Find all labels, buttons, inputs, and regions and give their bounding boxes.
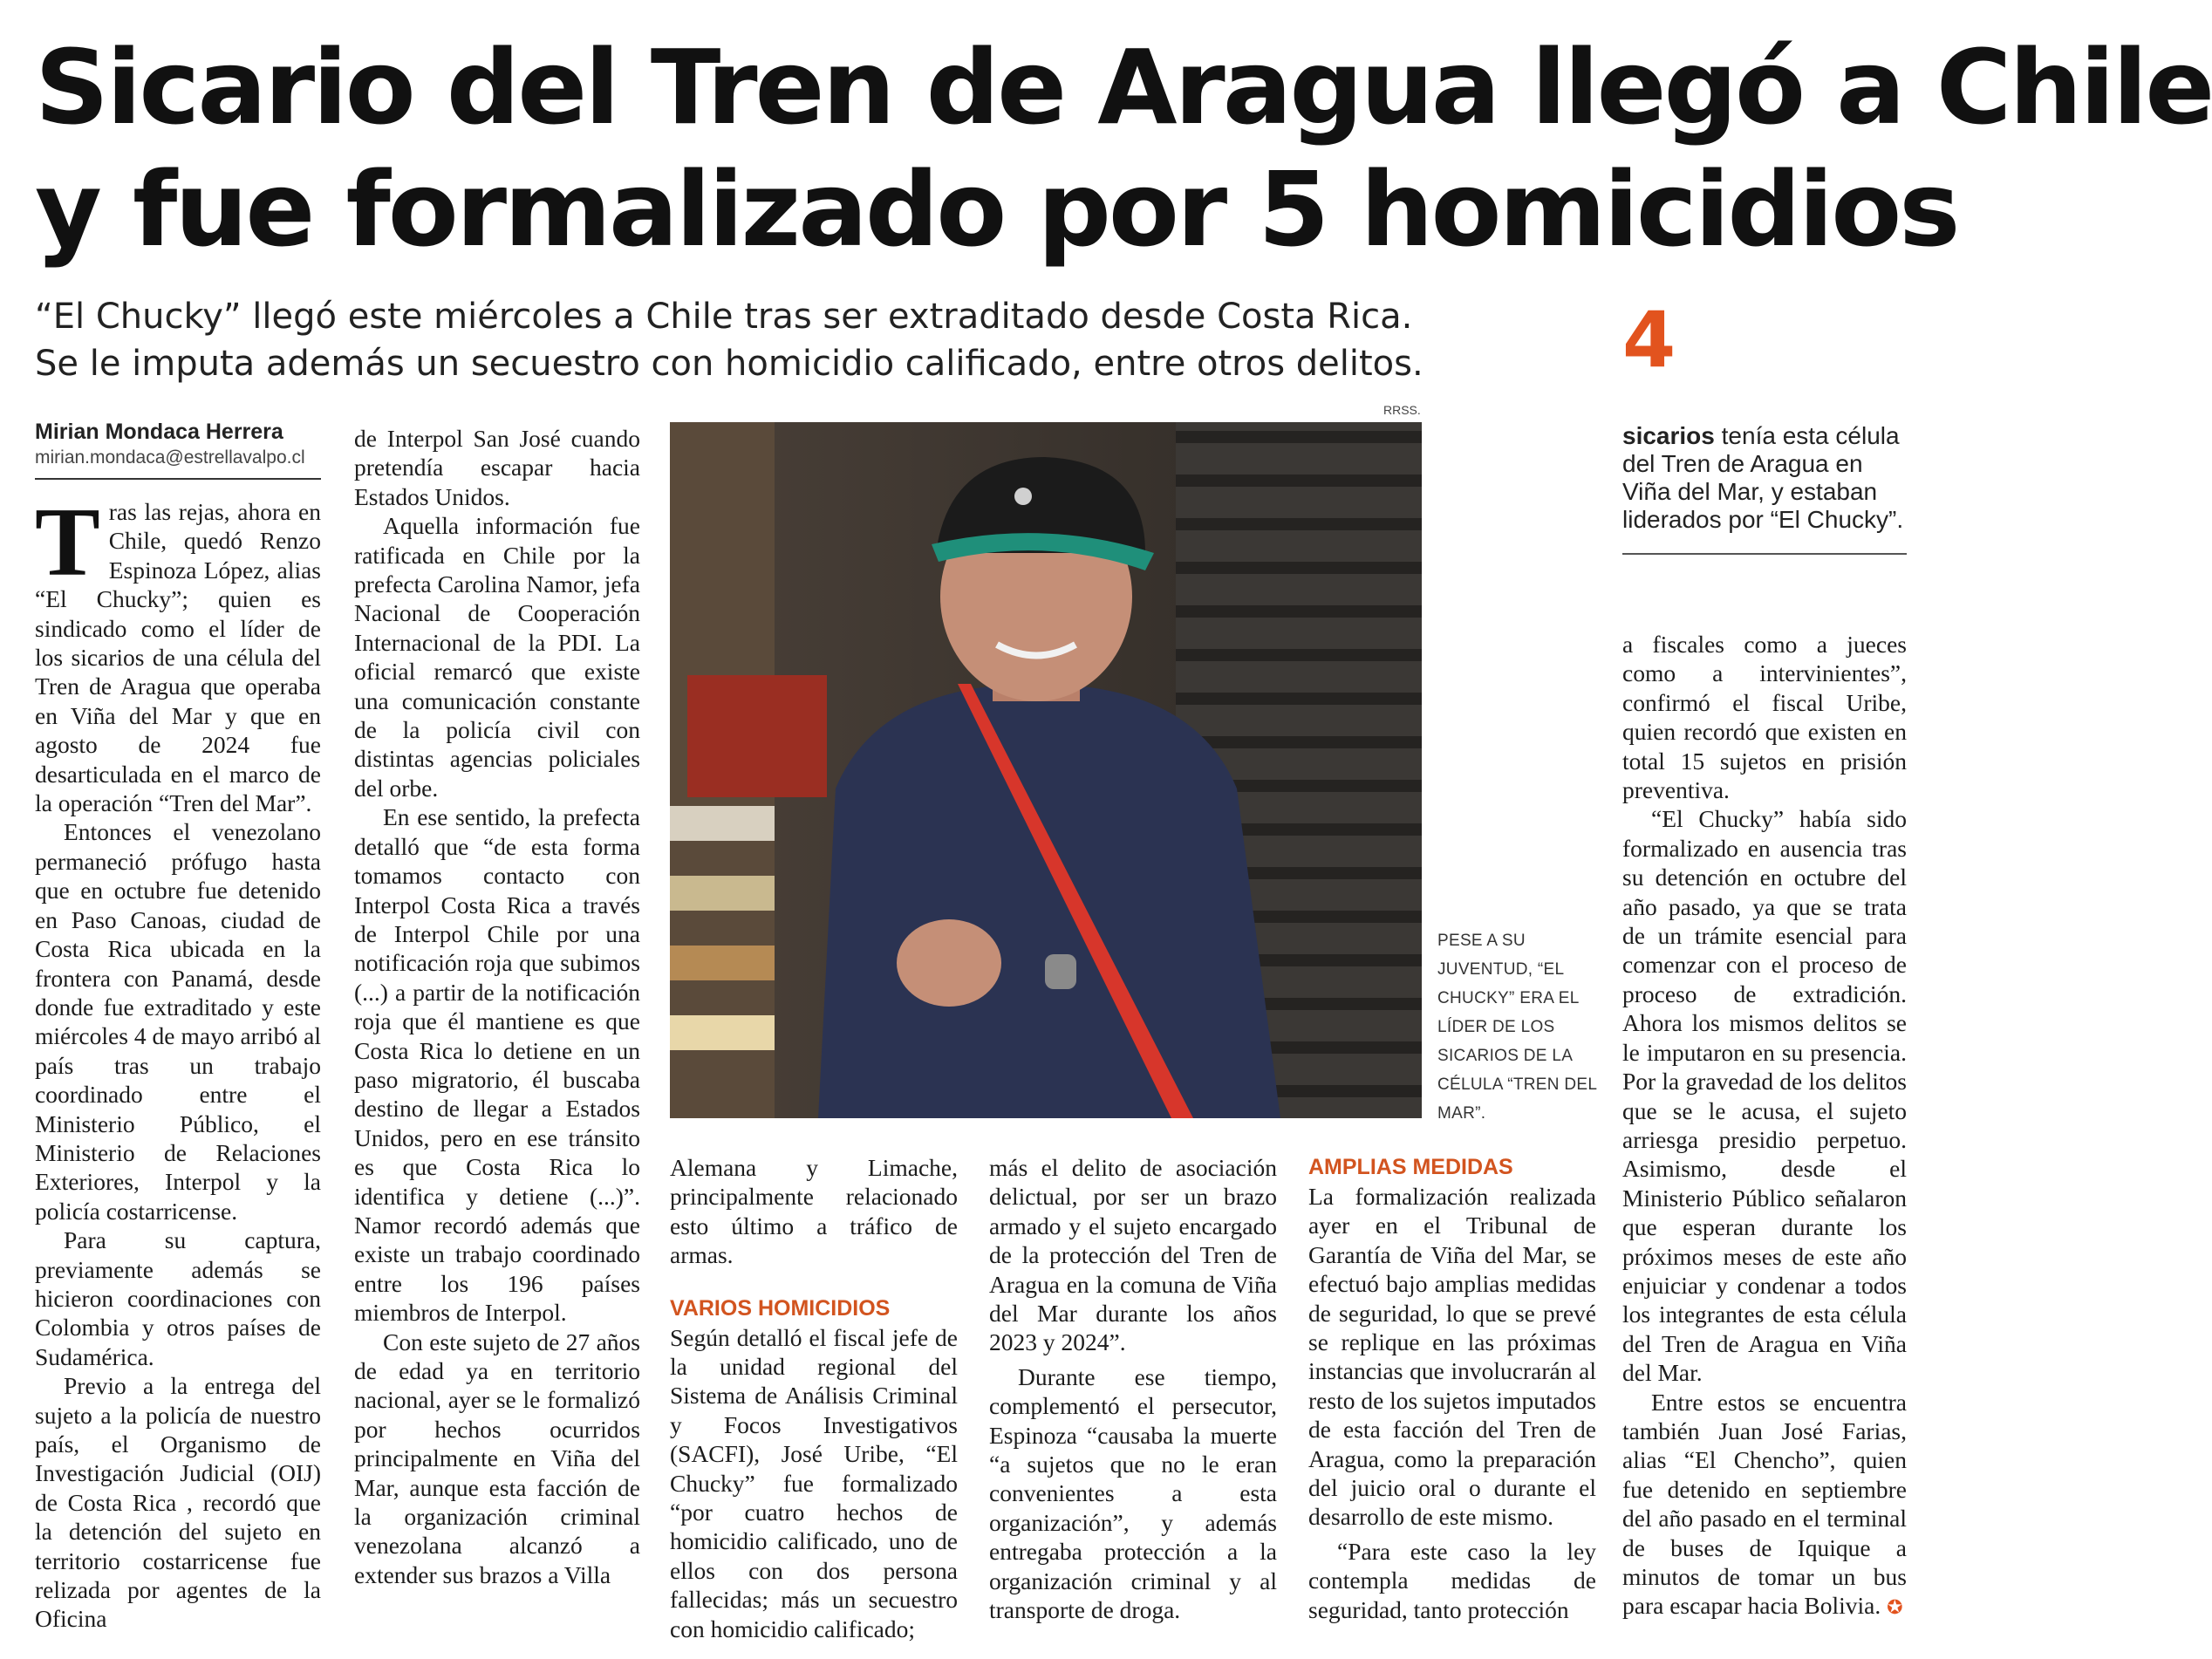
highlight-text: tenía esta célula del Tren de Aragua en Viña del Mar, y estaban liderados por “El Chucky”. <box>1622 422 1904 533</box>
end-of-article-icon: ✪ <box>1887 1596 1903 1619</box>
byline-author: Mirian Mondaca Herrera <box>35 420 283 444</box>
article-column-6 <box>1622 630 1907 1622</box>
subhead-line-1: “El Chucky” llegó este miércoles a Chile tras ser extraditado desde Costa Rica. <box>35 297 1413 337</box>
paragraph: En ese sentido, la prefecta detalló que “de esta forma tomamos contacto con Interpol Costa Rica a través de Interpol Chile por una notificación roja que subimos (...) a partir de la notificación roja que él mantiene es que Costa Rica lo detiene en un paso migratorio, él buscaba destino de llegar a Estados Unidos, pero en ese tránsito es que Costa Rica lo identifica y detiene (...)”. Namor recordó además que existe un trabajo coordinado entre los 196 países miembros de Interpol. <box>354 803 640 1327</box>
paragraph: de Interpol San José cuando pretendía escapar hacia Estados Unidos. <box>354 425 640 510</box>
paragraph <box>1622 1388 1907 1622</box>
article-column-2 <box>354 424 640 1589</box>
headline <box>35 26 2212 270</box>
drop-cap: T <box>35 488 100 597</box>
paragraph: Alemana y Limache, principalmente relacionado esto último a tráfico de armas. <box>670 1154 958 1269</box>
highlight-box <box>1622 422 1907 555</box>
paragraph: Según detalló el fiscal jefe de la unidad regional del Sistema de Análisis Criminal y Focos Investigativos (SACFI), José Uribe, “El Chucky” fue formalizado “por cuatro hechos de homicidio calificado, uno de ellos con dos persona fallecidas; más un secuestro con homicidio calificado; <box>670 1323 958 1642</box>
photo-illustration <box>670 422 1422 1118</box>
paragraph: “El Chucky” había sido formalizado en ausencia tras su detención en octubre del año pasado, ya que se trata de un trámite esencial para comenzar con el proceso de proceso de extradición. Ahora los mismos delitos se le imputaron en su presencia. Por la gravedad de los delitos que se le acusa, el sujeto arriesga presidio perpetuo. Asimismo, desde el Ministerio Público señalaron que esperan durante los próximos meses de este año enjuiciar y condenar a todos los integrantes de esta célula del Tren de Aragua en Viña del Mar. <box>1622 805 1907 1387</box>
paragraph: Previo a la entrega del sujeto a la policía de nuestro país, el Organismo de Investigación Judicial (OIJ) de Costa Rica , recordó que la detención del sujeto en territorio costarricense fue relizada por agentes de la Oficina <box>35 1372 321 1633</box>
paragraph-text: ras las rejas, ahora en Chile, quedó Renzo Espinoza López, alias “El Chucky”; quien es sindicado como el líder de los sicarios de una célula del Tren de Aragua que operaba en Viña del Mar y que en agosto de 2024 fue desarticulada en el marco de la operación “Tren del Mar”. <box>35 498 321 817</box>
section-heading: VARIOS HOMICIDIOS <box>670 1295 891 1321</box>
paragraph-text: Entre estos se encuentra también Juan José Farias, alias “El Chencho”, quien fue detenido en septiembre del año pasado en el terminal de buses de Iquique a minutos de tomar un bus para escapar hacia Bolivia. <box>1622 1388 1907 1620</box>
section-heading: AMPLIAS MEDIDAS <box>1308 1155 1513 1179</box>
article-photo <box>670 422 1422 1118</box>
byline <box>35 419 321 480</box>
paragraph: Aquella información fue ratificada en Chile por la prefecta Carolina Namor, jefa Nacional de Cooperación Internacional de la PDI. La oficial remarcó que existe una comunicación constante de la policía civil con distintas agencias policiales del orbe. <box>354 512 640 802</box>
article-column-4 <box>989 1153 1277 1625</box>
article-column-5 <box>1308 1153 1596 1624</box>
photo-caption: PESE A SU JUVENTUD, “EL CHUCKY” ERA EL LÍDER DE LOS SICARIOS DE LA CÉLULA “TREN DEL MAR”. <box>1437 932 1597 1123</box>
paragraph: Durante ese tiempo, complementó el persecutor, Espinoza “causaba la muerte “a sujetos que no le eran convenientes a esta organización”, y además entregaba protección a la organización criminal y al transporte de droga. <box>989 1362 1277 1624</box>
article-column-1 <box>35 419 321 1634</box>
subheadline <box>35 293 1605 387</box>
subhead-line-2: Se le imputa además un secuestro con homicidio calificado, entre otros delitos. <box>35 344 1423 384</box>
photo-credit: RRSS. <box>1383 403 1421 417</box>
headline-line-2: y fue formalizado por 5 homicidios <box>35 149 1958 270</box>
headline-line-1: Sicario del Tren de Aragua llegó a Chile <box>35 27 2212 147</box>
paragraph: Entonces el venezolano permaneció prófugo hasta que en octubre fue detenido en Paso Canoas, ciudad de Costa Rica ubicada en la frontera con Panamá, desde donde fue extraditado y este miércoles 4 de mayo arribó al país tras un trabajo coordinado entre el Ministerio Público, el Ministerio de Relaciones Exteriores, Interpol y la policía costarricense. <box>35 818 321 1225</box>
paragraph: Con este sujeto de 27 años de edad ya en territorio nacional, ayer se le formalizó por hechos ocurridos principalmente en Viña del Mar, aunque esta facción de la organización criminal venezolana alcanzó a extender sus brazos a Villa <box>354 1328 640 1588</box>
paragraph: “Para este caso la ley contempla medidas de seguridad, tanto protección <box>1308 1537 1596 1623</box>
paragraph <box>35 488 321 817</box>
byline-email: mirian.mondaca@estrellavalpo.cl <box>35 447 305 468</box>
highlight-number: 4 <box>1622 295 1676 385</box>
paragraph: Para su captura, previamente además se hicieron coordinaciones con Colombia y otros países de Sudamérica. <box>35 1226 321 1370</box>
highlight-keyword: sicarios <box>1622 422 1715 449</box>
paragraph: a fiscales como a jueces como a intervinientes”, confirmó el fiscal Uribe, quien recordó que existen en total 15 sujetos en prisión preventiva. <box>1622 631 1907 804</box>
paragraph: La formalización realizada ayer en el Tribunal de Garantía de Viña del Mar, se efectuó bajo amplias medidas de seguridad, lo que se prevé se replique en las próximas instancias que involucrarán al resto de los sujetos imputados de esta facción del Tren de Aragua, como la preparación del juicio oral o durante el desarrollo de este mismo. <box>1308 1183 1596 1531</box>
article-column-3 <box>670 1153 958 1643</box>
paragraph: más el delito de asociación delictual, por ser un brazo armado y el sujeto encargado de la protección del Tren de Aragua en la comuna de Viña del Mar durante los años 2023 y 2024”. <box>989 1154 1277 1356</box>
